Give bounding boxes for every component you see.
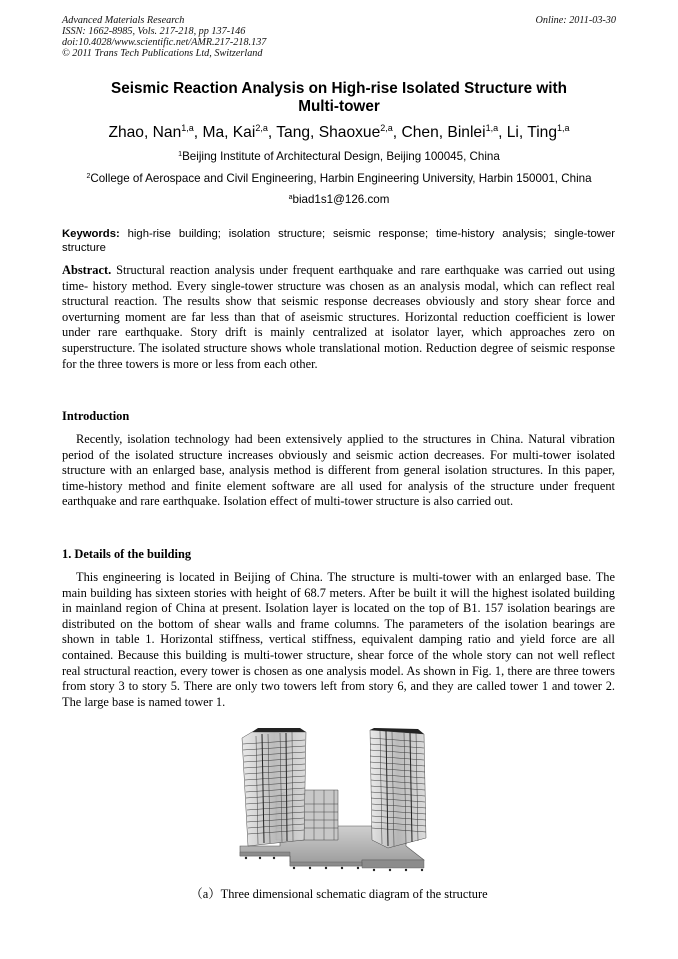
affiliation-mark: 1 xyxy=(178,151,183,158)
abstract-text: Structural reaction analysis under frequent earthquake and rare earthquake was carried out using time- history method. Every single-tower structure was chosen as an analysis modal, which can reflect real structural reaction. The results show that seismic response decreases obviously and story shear force and overturning moment are far less than that of aseismic structures. Horizontal reduction coefficient is lower under rare earthquake. Story drift is mainly centralized at isolator layer, which approaches zero on superstructure. The isolated structure shows whole translational motion. Reduction degree of seismic response for the three towers is more or less from each other. xyxy=(62,263,615,371)
title-line-1: Seismic Reaction Analysis on High-rise Isolated Structure with xyxy=(111,80,567,97)
author-list xyxy=(40,124,638,142)
section-body-details: This engineering is located in Beijing of China. The structure is multi-tower with an enlarged base. The main building has sixteen stories with height of 68.7 meters. After be built it will the highest isolated building in mainland region of China at present. Isolation layer is located on the top of B1. 157 isolation bearings are distributed on the bottom of shear walls and frame columns. The parameters of the isolation bearings are shown in table 1. Horizontal stiffness, vertical stiffness, equivalent damping ratio and yield force are all contained. Because this building is multi-tower structure, shear force of the whole story can not well reflect real structural reaction, every tower is chosen as one analysis model. As shown in Fig. 1, there are three towers from story 3 to story 5. There are only two towers left from story 6, and they are called tower 1 and tower 2. The large base is named tower 1. xyxy=(62,570,615,709)
author-affiliation-mark: 1,a xyxy=(557,123,570,133)
author-name: Tang, Shaoxue xyxy=(276,124,381,141)
author-affiliation-mark: 1,a xyxy=(485,123,499,133)
copyright-line: © 2011 Trans Tech Publications Ltd, Switzerland xyxy=(62,48,263,59)
affiliation-1 xyxy=(30,150,648,164)
figure-caption: （a）Three dimensional schematic diagram of the structure xyxy=(190,887,488,901)
keywords xyxy=(62,227,615,255)
affiliation-2 xyxy=(30,172,648,186)
author-affiliation-mark: 2,a xyxy=(380,123,393,133)
author-name: Zhao, Nan xyxy=(108,124,182,141)
author-separator: , xyxy=(392,124,402,141)
contact-email xyxy=(30,193,648,207)
section-body-introduction: Recently, isolation technology had been extensively applied to the structures in China. Natural vibration period of the isolated structure increases obviously and seismic action decreases. For multi-tower isolated structure with an enlarged base, analysis method is different from general isolation structures. In this paper, time-history method and finite element software are all used for analysis of the structure under frequent earthquake and rare earthquake. Isolation effect of multi-tower structure is also carried out. xyxy=(62,432,615,509)
doi-link[interactable]: doi:10.4028/www.scientific.net/AMR.217-218.137 xyxy=(62,37,267,48)
author-name: Li, Ting xyxy=(506,124,558,141)
keywords-label: Keywords: xyxy=(62,228,120,240)
author-affiliation-mark: 2,a xyxy=(255,123,268,133)
author-separator: , xyxy=(193,124,203,141)
abstract-label: Abstract. xyxy=(62,263,112,277)
author-separator: , xyxy=(267,124,277,141)
author-separator: , xyxy=(498,124,507,141)
author-affiliation-mark: 1,a xyxy=(181,123,194,133)
affiliation-text: College of Aerospace and Civil Engineering, Harbin Engineering University, Harbin 150001, China xyxy=(90,172,592,185)
title-line-2: Multi-tower xyxy=(298,98,380,115)
section-heading-details: 1. Details of the building xyxy=(62,547,192,561)
abstract xyxy=(62,263,615,372)
structure-3d-figure xyxy=(238,728,452,876)
affiliation-text: Beijing Institute of Architectural Design, Beijing 100045, China xyxy=(182,150,500,163)
author-name: Chen, Binlei xyxy=(401,124,486,141)
section-heading-introduction: Introduction xyxy=(62,409,130,423)
journal-name: Advanced Materials Research xyxy=(62,15,185,26)
author-name: Ma, Kai xyxy=(202,124,256,141)
affiliation-mark: a xyxy=(288,194,293,201)
affiliation-mark: 2 xyxy=(86,173,91,180)
email-text[interactable]: biad1s1@126.com xyxy=(292,193,390,206)
journal-header xyxy=(62,15,266,59)
paper-title xyxy=(60,80,618,116)
online-date: Online: 2011-03-30 xyxy=(535,15,616,26)
issn-line: ISSN: 1662-8985, Vols. 217-218, pp 137-146 xyxy=(62,26,246,37)
keywords-text: high-rise building; isolation structure; seismic response; time-history analysis; single-tower structure xyxy=(62,228,615,254)
